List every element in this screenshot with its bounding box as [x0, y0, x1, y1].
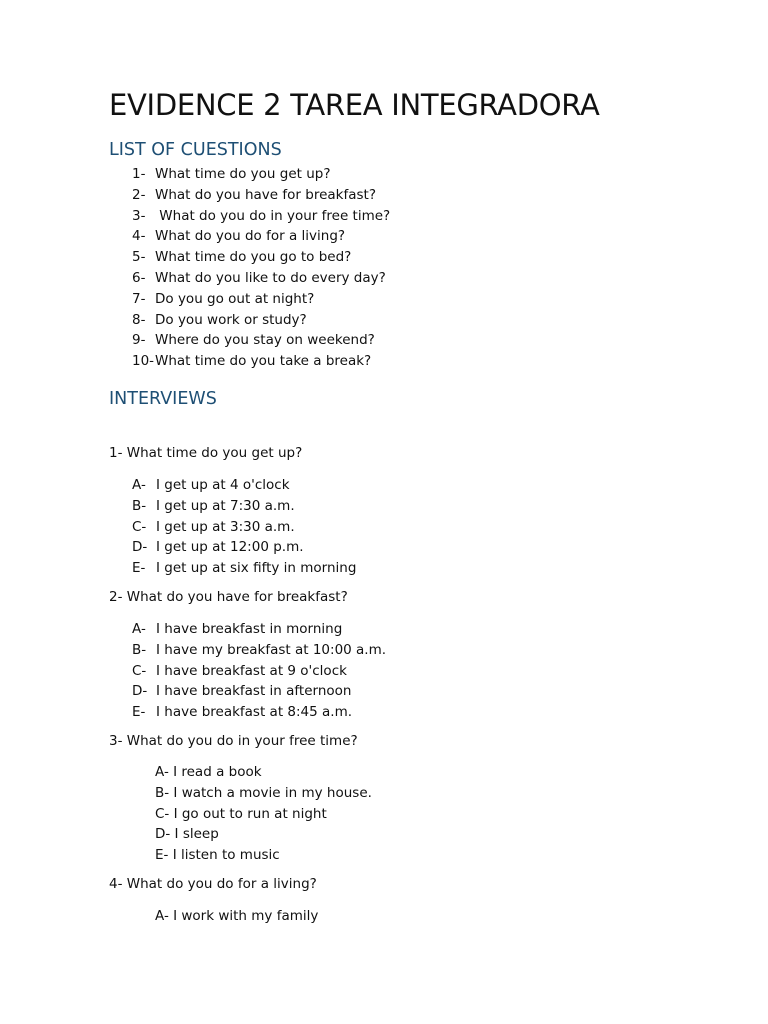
- list-item: 2- What do you have for breakfast?: [132, 186, 376, 203]
- list-item: 6- What do you like to do every day?: [132, 269, 386, 286]
- list-item: B- I watch a movie in my house.: [155, 784, 372, 801]
- list-item: A- I get up at 4 o'clock: [132, 477, 290, 493]
- list-item: 4- What do you do for a living?: [132, 228, 346, 245]
- interview-question-4: 4- What do you do for a living?: [109, 876, 317, 892]
- list-item: D- I have breakfast in afternoon: [132, 683, 352, 700]
- list-item: 3- What do you do in your free time?: [132, 207, 391, 224]
- interview-answers-4: [155, 906, 318, 927]
- section-heading-questions: LIST OF CUESTIONS: [109, 140, 282, 160]
- interview-answers-3: [155, 762, 372, 866]
- list-item: 1- What time do you get up?: [132, 166, 331, 182]
- list-item: A- I work with my family: [155, 908, 319, 924]
- interview-answers-1: [132, 475, 356, 579]
- questions-list: [132, 164, 390, 372]
- list-item: C- I have breakfast at 9 o'clock: [132, 662, 347, 679]
- list-item: 9- Where do you stay on weekend?: [132, 332, 375, 349]
- interview-answers-2: [132, 619, 386, 723]
- section-heading-interviews: INTERVIEWS: [109, 389, 217, 409]
- list-item: A- I have breakfast in morning: [132, 621, 343, 637]
- list-item: D- I get up at 12:00 p.m.: [132, 539, 304, 556]
- list-item: E- I have breakfast at 8:45 a.m.: [132, 704, 353, 721]
- list-item: C- I get up at 3:30 a.m.: [132, 518, 295, 535]
- list-item: E- I get up at six fifty in morning: [132, 560, 357, 577]
- interview-question-2: 2- What do you have for breakfast?: [109, 589, 348, 605]
- list-item: E- I listen to music: [155, 847, 280, 864]
- list-item: D- I sleep: [155, 826, 219, 843]
- list-item: 7- Do you go out at night?: [132, 290, 315, 307]
- list-item: A- I read a book: [155, 764, 262, 780]
- list-item: B- I get up at 7:30 a.m.: [132, 497, 295, 514]
- list-item: C- I go out to run at night: [155, 805, 327, 822]
- document-title: EVIDENCE 2 TAREA INTEGRADORA: [109, 88, 600, 122]
- interview-question-3: 3- What do you do in your free time?: [109, 733, 358, 749]
- list-item: 10-What time do you take a break?: [132, 353, 372, 370]
- list-item: 5- What time do you go to bed?: [132, 249, 352, 266]
- list-item: 8- Do you work or study?: [132, 311, 307, 328]
- list-item: B- I have my breakfast at 10:00 a.m.: [132, 641, 387, 658]
- interview-question-1: 1- What time do you get up?: [109, 445, 303, 461]
